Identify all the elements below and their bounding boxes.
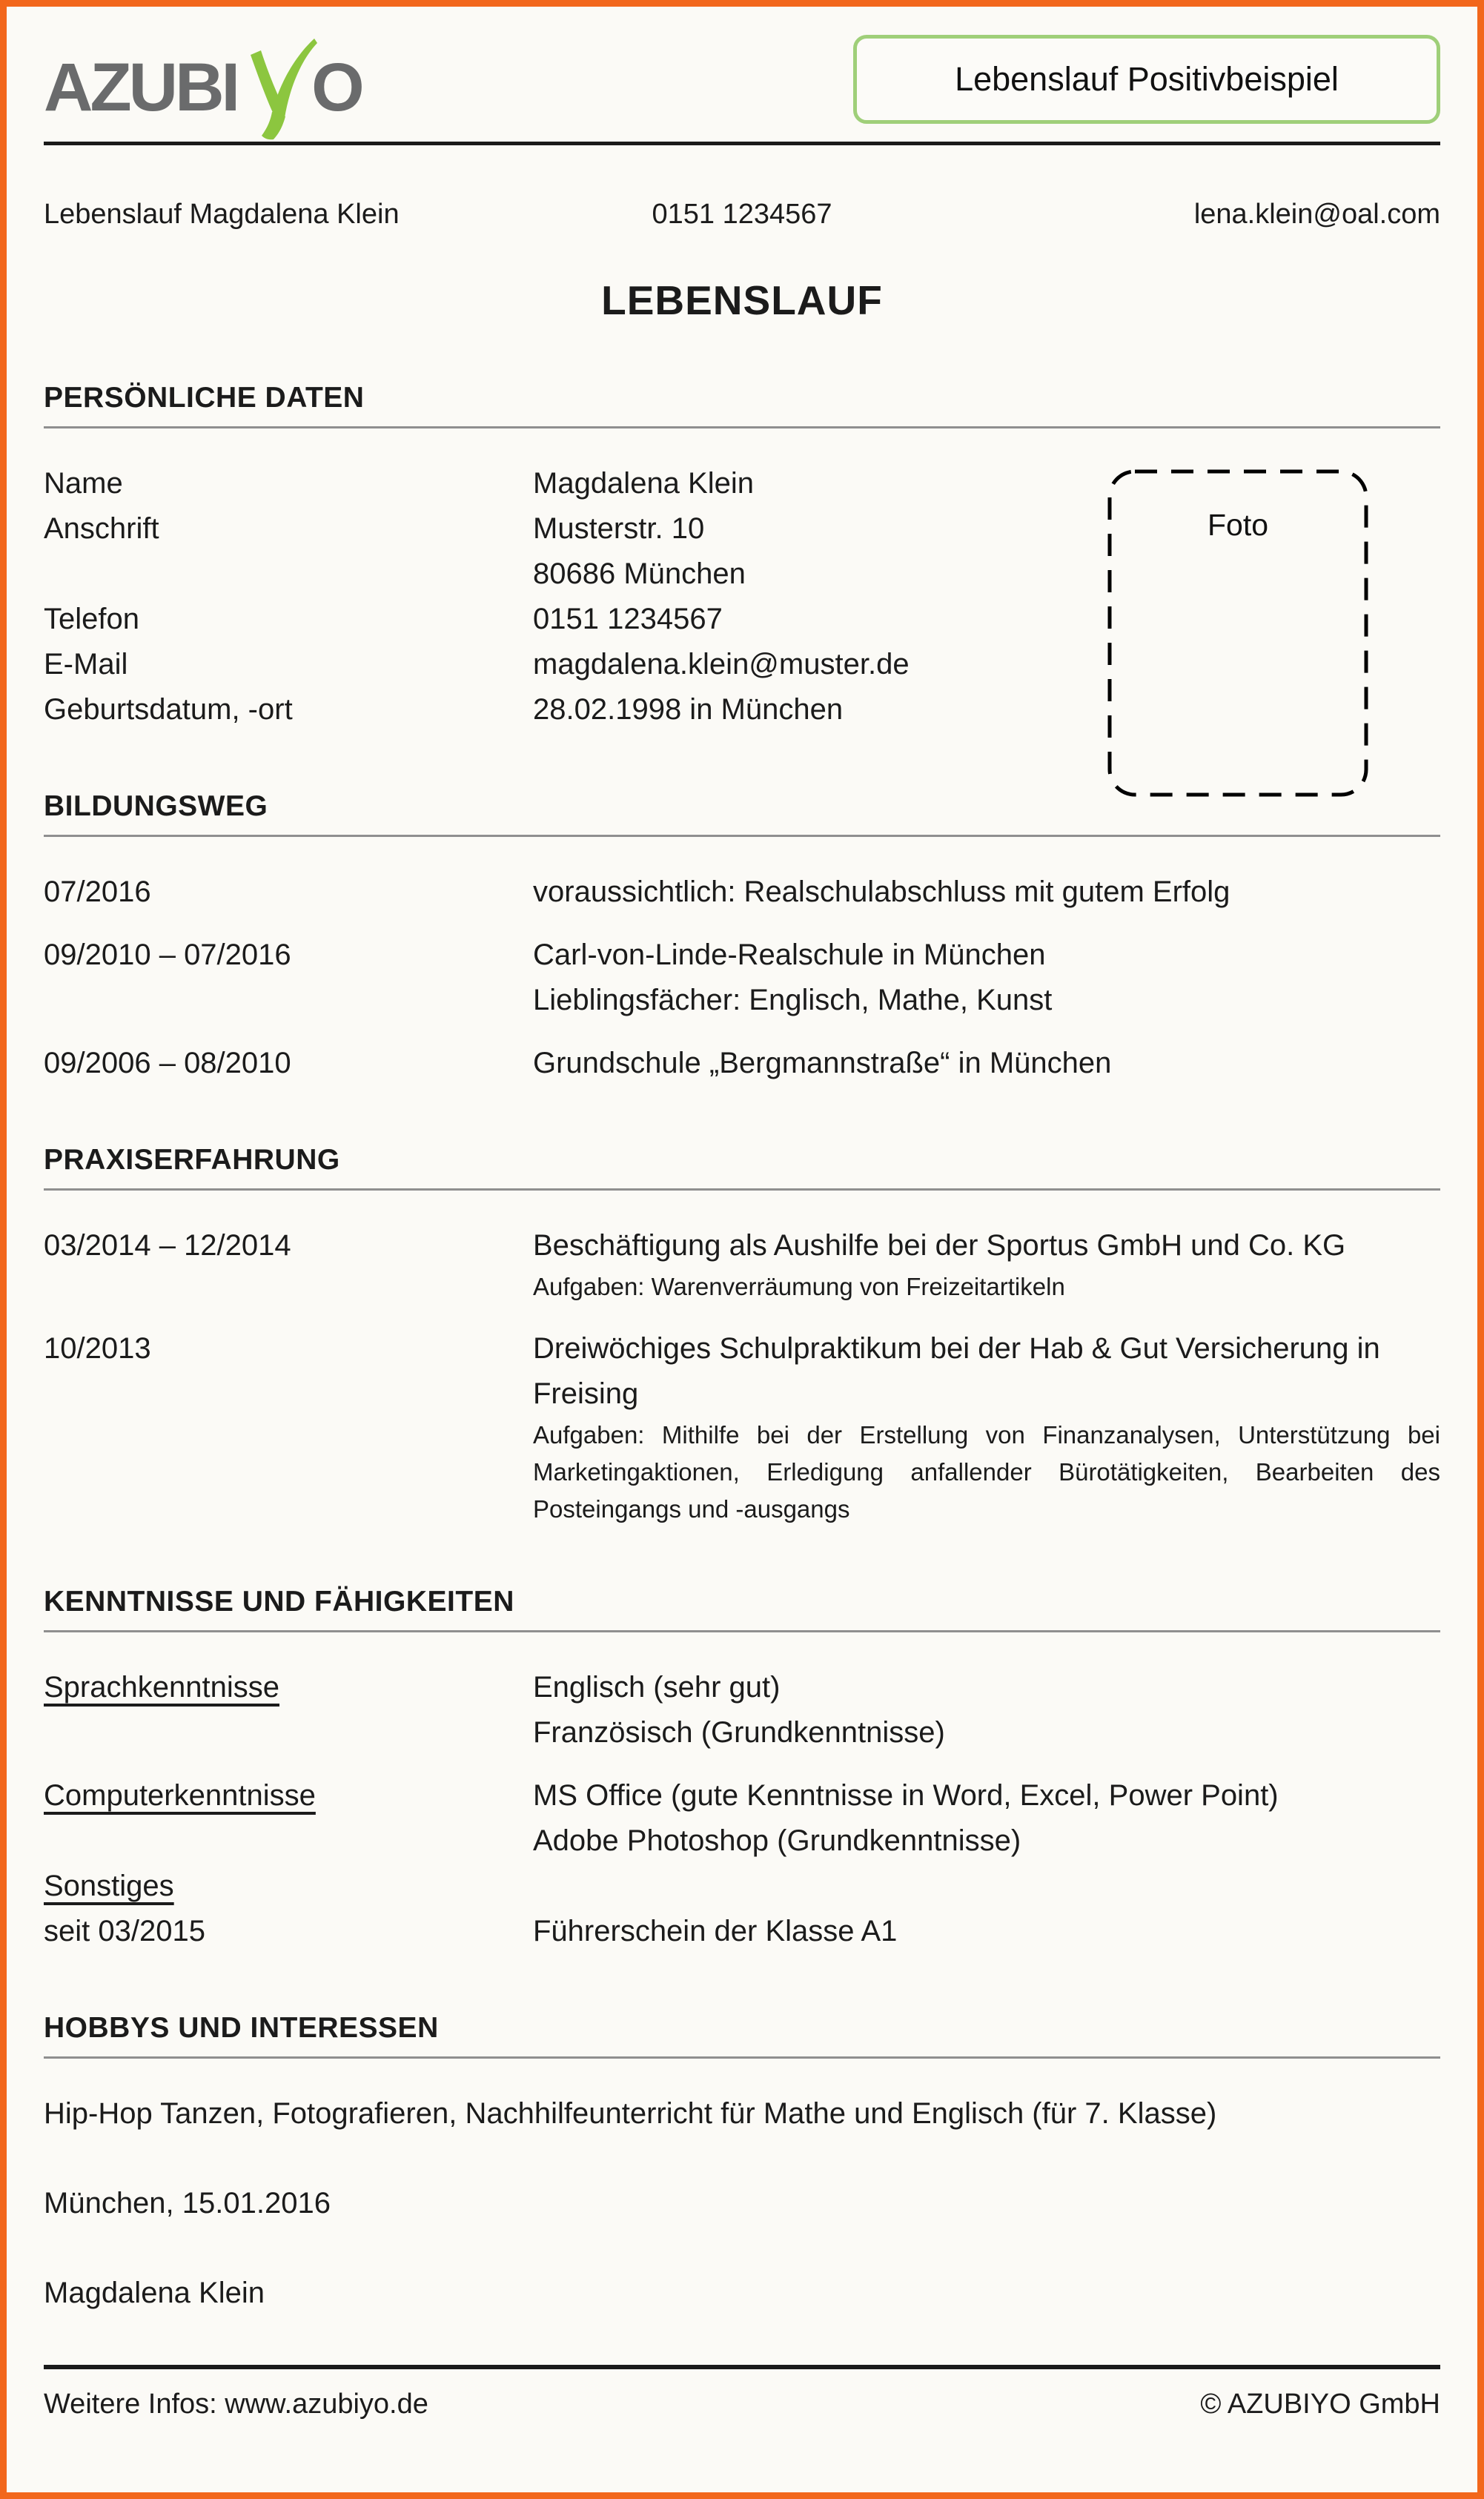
hobbies-text: Hip-Hop Tanzen, Fotografieren, Nachhilfeunterricht für Mathe und Englisch (für 7. Klasse): [44, 2097, 1217, 2130]
experience-tasks: Aufgaben: Warenverräumung von Freizeitartikeln: [533, 1273, 1065, 1300]
section-rule: [44, 1188, 1440, 1191]
footer-info: Weitere Infos: www.azubiyo.de: [44, 2389, 428, 2420]
footer-divider: [44, 2365, 1440, 2369]
experience-row: [44, 1223, 1440, 1305]
photo-placeholder-label: Foto: [1207, 508, 1269, 542]
section-skills: [44, 1586, 1440, 1954]
section-heading: HOBBYS UND INTERESSEN: [44, 2012, 439, 2044]
field-label: Geburtsdatum, -ort: [44, 693, 293, 726]
skills-row: [44, 1864, 1440, 1909]
document-title: LEBENSLAUF: [601, 277, 883, 323]
education-row: [44, 870, 1440, 915]
date-range: 07/2016: [44, 876, 151, 908]
site-header: [44, 7, 1440, 134]
section-hobbies: [44, 2012, 1440, 2136]
section-heading: KENNTNISSE UND FÄHIGKEITEN: [44, 1586, 514, 1618]
closing-place-date: München, 15.01.2016: [44, 2187, 331, 2220]
field-value: 28.02.1998 in München: [533, 693, 844, 726]
section-rule: [44, 1630, 1440, 1632]
field-value: magdalena.klein@muster.de: [533, 648, 910, 681]
education-row: [44, 933, 1440, 1023]
date-range: 09/2006 – 08/2010: [44, 1047, 291, 1079]
contact-name: Lebenslauf Magdalena Klein: [44, 199, 400, 230]
field-value: 0151 1234567: [533, 603, 723, 635]
section-heading: PRAXISERFAHRUNG: [44, 1144, 340, 1176]
positive-example-badge[interactable]: Lebenslauf Positivbeispiel: [853, 35, 1440, 124]
section-rule: [44, 426, 1440, 428]
education-description: Grundschule „Bergmannstraße“ in München: [533, 1047, 1112, 1079]
experience-description: [533, 1326, 1440, 1528]
skill-category: seit 03/2015: [44, 1915, 205, 1947]
section-education: [44, 790, 1440, 1086]
field-label: Telefon: [44, 603, 139, 635]
skill-category: Sprachkenntnisse: [44, 1671, 279, 1704]
experience-title: Dreiwöchiges Schulpraktikum bei der Hab & Gut Versicherung in Freising: [533, 1332, 1380, 1410]
skills-row: [44, 1909, 1440, 1954]
section-personal-data: [44, 382, 1440, 732]
experience-description: [533, 1223, 1440, 1305]
field-value: Magdalena Klein: [533, 467, 754, 500]
skills-row: [44, 1665, 1440, 1755]
signature-name: Magdalena Klein: [44, 2277, 265, 2309]
contact-bar: [44, 199, 1440, 231]
education-description: voraussichtlich: Realschulabschluss mit gutem Erfolg: [533, 876, 1230, 908]
photo-placeholder: [1107, 469, 1368, 797]
skill-category: Computerkenntnisse: [44, 1779, 316, 1812]
logo-bird-y-icon: [231, 37, 319, 141]
skill-value: Führerschein der Klasse A1: [533, 1915, 898, 1947]
field-label: E-Mail: [44, 648, 128, 681]
section-rule: [44, 2056, 1440, 2059]
skill-value: Englisch (sehr gut) Französisch (Grundkenntnisse): [533, 1671, 945, 1749]
logo-text-right: O: [311, 50, 362, 125]
date-range: 10/2013: [44, 1332, 151, 1365]
date-range: 09/2010 – 07/2016: [44, 939, 291, 971]
experience-title: Beschäftigung als Aushilfe bei der Sportus GmbH und Co. KG: [533, 1229, 1346, 1262]
footer-copyright: © AZUBIYO GmbH: [1200, 2389, 1440, 2420]
site-footer: [44, 2389, 1440, 2420]
education-row: [44, 1041, 1440, 1086]
section-heading: PERSÖNLICHE DATEN: [44, 382, 365, 414]
contact-email: lena.klein@oal.com: [1193, 199, 1440, 230]
field-label: Anschrift: [44, 512, 159, 545]
skill-value: MS Office (gute Kenntnisse in Word, Excel, Power Point) Adobe Photoshop (Grundkenntnisse): [533, 1779, 1279, 1857]
contact-phone: 0151 1234567: [652, 199, 832, 230]
experience-row: [44, 1326, 1440, 1528]
header-divider: [44, 142, 1440, 145]
section-heading: BILDUNGSWEG: [44, 790, 268, 822]
education-description: Carl-von-Linde-Realschule in München Lieblingsfächer: Englisch, Mathe, Kunst: [533, 939, 1053, 1016]
experience-tasks: Aufgaben: Mithilfe bei der Erstellung von Finanzanalysen, Unterstützung bei Marketingaktionen, Erledigung anfallender Bürotätigkeiten, Bearbeiten des Posteingangs und -ausgangs: [533, 1421, 1440, 1523]
azubiyo-logo: [44, 37, 362, 125]
logo-text-left: AZUBI: [44, 50, 238, 125]
section-experience: [44, 1144, 1440, 1528]
field-value: Musterstr. 10 80686 München: [533, 512, 746, 590]
skills-row: [44, 1773, 1440, 1864]
section-rule: [44, 835, 1440, 837]
date-range: 03/2014 – 12/2014: [44, 1229, 291, 1262]
skill-category: Sonstiges: [44, 1870, 174, 1902]
field-label: Name: [44, 467, 123, 500]
